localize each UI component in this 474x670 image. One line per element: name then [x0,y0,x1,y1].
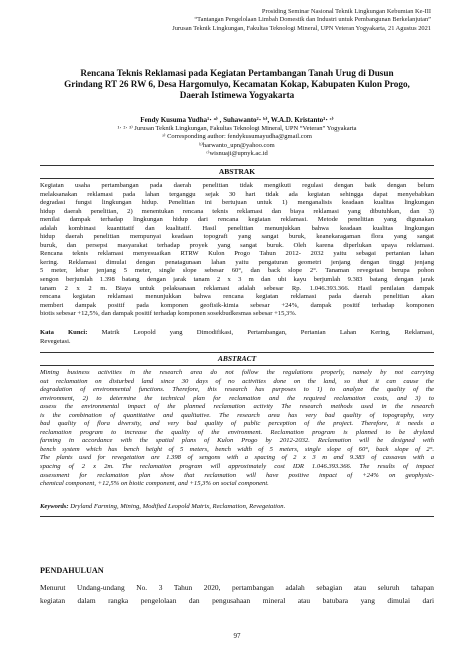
text-line: buruk, dan persepsi masyarakat terhadap proyek yang sangat buruk. Oleh karena diperlukan upaya reklamasi. [40,241,434,249]
text-line: degradasi fungsi lingkungan hidup. Penelitian ini bertujuan untuk 1) menganalisis keadaan kualitas lingkungan [40,199,434,207]
text-line: 5 meter, lebar jenjang 5 meter, single slope sebesar 60°, dan back slope 2°. Tanaman revegetasi berupa pohon [40,267,434,275]
title-line: Rencana Teknis Reklamasi pada Kegiatan Pertambangan Tanah Urug di Dusun [80,68,394,78]
keywords-label: Keywords: [40,503,69,510]
text-line: memberi dampak positif pada komponen geofisik-kimia sebesar +24%, dampak positif terhadap komponen [40,301,434,309]
text-line: chemical component, +12,5% on biotic component, and +15,3% on social component. [40,480,269,488]
text-line: Mining business activities in the research area do not follow the regulations properly, namely by not carrying [40,369,434,376]
text-line: melaksanakan reklamasi pada lahan terganggu sejak 30 hari tidak ada kegiatan sehingga dapat menyebabkan [40,190,434,198]
text-line: spacing of 2 x 2m. The reclamation program will approximately cost IDR 1.046.393.366. The results of impact [40,463,434,471]
abstrak-heading: ABSTRAK [218,167,256,176]
text-line: hidup daerah penelitian, 2) menentukan rencana teknis reklamasi dan biaya reklamasi yang dibutuhkan, dan 3) [40,207,434,215]
text-line: Rencana teknis reklamasi menyesuaikan RTRW Kulon Progo Tahun 2012- 2032 yaitu sebagai pertanian lahan [40,250,434,258]
abstract-heading: ABSTRACT [217,354,257,363]
text-line: kegiatan dalam rangka pengelolaan dan pengusahaan mineral atau batubara yang dimulai dari [40,595,434,605]
divider [40,365,434,366]
header-institution: Jurusan Teknik Lingkungan, Fakultas Teknologi Mineral, UPN Veteran Yogyakarta, 21 Agustus 2021 [172,24,431,32]
text-line: bench system which has bench height of 5 meters, bench width of 5 meters, single slope of 60°, back slope of 2°. [40,445,434,453]
header-theme: “Tantangan Pengelolaan Limbah Domestik dan Industri untuk Pembangunan Berkelanjutan” [194,16,431,24]
pendahuluan-text [40,582,434,607]
text-line: menilai dampak terhadap lingkungan hidup dari rencana kegiatan reklamasi. Metode penelitian yang digunakan [40,216,434,224]
kata-kunci-label: Kata Kunci: [40,329,88,336]
running-header [172,8,431,33]
text-line: degradation of environmental functions. Therefore, this research has purposes to 1) to analyze the quality of the [40,386,434,394]
keywords-text: Dryland Farming, Mining, Modified Leopold Matrix, Reclamation, Revegetation. [70,503,286,510]
kata-kunci-text: Matrik Leopold yang Dimodifikasi, Pertambangan, Pertanian Lahan Kering, Reklamasi, [101,329,434,336]
corresponding-author: ᵃ⁾ Corresponding author: fendykusumayudha@gmail.com [162,133,312,141]
header-conference: Prosiding Seminar Nasional Teknik Lingkungan Kebumian Ke-III [261,8,431,15]
text-line: out reclamation on disturbed land since 30 days of no activities done on the land, so that it can cause the [40,377,434,385]
divider [40,516,434,517]
text-line: kering. Reklamasi dimulai dengan penatagunaan lahan yaitu pengaturan geometri jenjang dengan tinggi jenjang [40,258,434,266]
text-line: sengon berjumlah 1.398 batang dengan jarak tanam 2 x 3 m dan ubi kayu berjumlah 9.383 batang dengan jarak [40,276,434,284]
author-email: ᶜ⁾wisnuaji@upnyk.ac.id [206,149,268,157]
text-line: bad quality of flora diversity, and very bad quality of public perception of the project. Therefore, it needs a [40,420,434,428]
text-line: adalah kombinasi kuantitatif dan kualitatif. Hasil penelitian menunjukkan bahwa keadaan kualitas lingkungan [40,224,434,232]
author-names: Fendy Kusuma Yudha¹⋅ ᵃ⁾ , Suhawanto²⋅ ᵇ⁾, W.A.D. Kristanto³⋅ ᶜ⁾ [140,116,334,124]
text-line: tanam 2 x 2 m. Biaya untuk pelaksanaan reklamasi adalah sebesar Rp. 1.046.393.366. Hasil penilaian dampak [40,284,434,292]
text-line: assess the environmental impact of the planned reclamation activity The research methods used in the research [40,403,434,411]
kata-kunci-text: Revegetasi. [40,337,71,345]
kata-kunci [40,329,434,346]
abstract-text [40,369,434,489]
paper-title [40,68,434,101]
text-line: hidup daerah penelitian mempunyai keadaan topografi yang sangat buruk, keanekaragaman flora yang sangat [40,233,434,241]
section-heading-pendahuluan: PENDAHULUAN [40,566,104,575]
page-number: 97 [233,632,241,640]
text-line: farming in accordance with the spatial plans of Kulon Progo by 2012-2032. Reclamation will be designed with [40,437,434,445]
text-line: reclamation program to increase the quality of the environment. Reclamation program is planned to be dryland [40,428,434,436]
author-affiliation: ¹⋅ ²⋅ ³⁾ Jurusan Teknik Lingkungan, Fakultas Teknologi Mineral, UPN “Veteran” Yogyakarta [117,125,357,133]
divider [40,178,434,179]
abstrak-text [40,182,434,319]
text-line: Menurut Undang-undang No. 3 Tahun 2020, pertambangan adalah sebagian atau seluruh tahapan [40,583,434,592]
title-line: Daerah Istimewa Yogyakarta [179,90,295,100]
text-line: rencana kegiatan reklamasi menunjukkan bahwa rencana kegiatan reklamasi pada daerah penelitian akan [40,293,434,301]
text-line: is the combination of quantitative and qualitative. The research area has very bad quality of topography, very [40,411,434,419]
author-email: ᵇ⁾harwanto_upn@yahoo.com [199,141,275,149]
text-line: The plants used for revegetation are 1.398 of sengons with a spacing of 2 x 3 m and 9.383 of cassavas with a [40,454,434,462]
divider [40,352,434,353]
text-line: assessment for reclamation plan show that reclamation will have positive impact of +24% on geophysic- [40,471,434,479]
divider [40,165,434,166]
text-line: environment, 2) to determine the technical plan for reclamation and the required reclamation costs, and 3) to [40,394,434,402]
keywords [40,503,434,512]
title-line: Grindang RT 26 RW 6, Desa Hargomulyo, Kecamatan Kokap, Kabupaten Kulon Progo, [64,79,410,89]
text-line: Kegiatan usaha pertambangan pada daerah penelitian tidak mengikuti regulasi dengan baik dengan belum [40,182,434,189]
text-line: biotis sebesar +12,5%, dan dampak positif terhadap komponen sosekbudkesmas sebesar +15,3%. [40,310,297,318]
author-block [60,116,414,158]
